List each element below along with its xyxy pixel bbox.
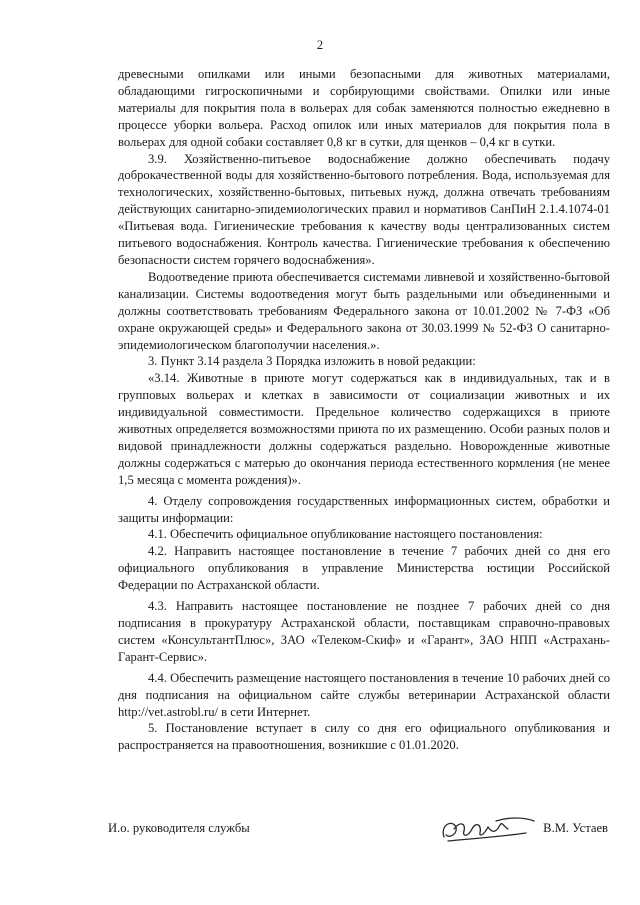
document-body bbox=[118, 66, 610, 754]
paragraph-continuation: древесными опилками или иными безопасными для животных материалами, обладающими гигроскопичными и сорбирующими свойствами. Опилки или иные материалы для покрытия пола в вольерах для собак заменяются полностью ежедневно в процессе уборки вольера. Расход опилок или иных материалов для покрытия пола в вольерах для одной собаки составляет 0,8 кг в сутки, для щенков – 0,4 кг в сутки. bbox=[118, 67, 610, 149]
paragraph-item-5: 5. Постановление вступает в силу со дня его официального опубликования и распространяется на правоотношения, возникшие с 01.01.2020. bbox=[118, 721, 610, 753]
paragraph-item-4-2: 4.2. Направить настоящее постановление в течение 7 рабочих дней со дня его официального опубликования в управление Министерства юстиции Российской Федерации по Астраханской области. bbox=[118, 544, 610, 593]
paragraph-item-4-4: 4.4. Обеспечить размещение настоящего постановления в течение 10 рабочих дней со дня подписания на официальном сайте службы ветеринарии Астраханской области http://vet.astrobl.ru/ в сети Интернет. bbox=[118, 670, 610, 719]
paragraph-drainage: Водоотведение приюта обеспечивается системами ливневой и хозяйственно-бытовой канализации. Системы водоотведения могут быть раздельными или объединенными и должны соответствовать требованиям Федерального закона от 10.01.2002 № 7-ФЗ «Об охране окружающей среды» и Федерального закона от 30.03.1999 № 52-ФЗ О санитарно-эпидемиологическом благополучии населения.». bbox=[118, 269, 610, 352]
page-number: 2 bbox=[316, 38, 324, 52]
paragraph-item-4: 4. Отделу сопровождения государственных информационных систем, обработки и защиты информации: bbox=[118, 493, 610, 525]
paragraph-item-3-14: «3.14. Животные в приюте могут содержаться как в индивидуальных, так и в групповых вольерах и клетках в зависимости от социализации животных и их индивидуальной совместимости. Предельное количество содержащихся в приюте животных определяется возможностями приюта по их размещению. Особи разных полов и видовой принадлежности должны содержаться раздельно. Новорожденные животные должны содержаться с матерью до окончания периода естественного кормления (не менее 1,5 месяца с момента рождения)». bbox=[118, 371, 610, 487]
handwritten-signature bbox=[438, 815, 538, 845]
signatory-name: В.М. Устаев bbox=[543, 821, 608, 835]
paragraph-item-4-1: 4.1. Обеспечить официальное опубликование настоящего постановления: bbox=[148, 527, 543, 542]
paragraph-item-3: 3. Пункт 3.14 раздела 3 Порядка изложить в новой редакции: bbox=[148, 354, 476, 369]
paragraph-water-supply: 3.9. Хозяйственно-питьевое водоснабжение должно обеспечивать подачу доброкачественной воды для хозяйственно-бытового потребления. Вода, используемая для технологических, хозяйственно-бытовых, питьевых нужд, должна отвечать требованиям действующих санитарно-эпидемиологических правил и нормативов СанПиН 2.1.4.1074-01 «Питьевая вода. Гигиенические требования к качеству воды централизованных систем питьевого водоснабжения. Контроль качества. Гигиенические требования к обеспечению безопасности систем горячего водоснабжения». bbox=[118, 151, 610, 267]
paragraph-item-4-3: 4.3. Направить настоящее постановление не позднее 7 рабочих дней со дня подписания в прокуратуру Астраханской области, поставщикам справочно-правовых систем «КонсультантПлюс», ЗАО «Телеком-Скиф» и «Гарант», ЗАО НПП «Астрахань-Гарант-Сервис». bbox=[118, 599, 610, 664]
signatory-position: И.о. руководителя службы bbox=[108, 821, 250, 835]
signature-block bbox=[108, 815, 608, 845]
